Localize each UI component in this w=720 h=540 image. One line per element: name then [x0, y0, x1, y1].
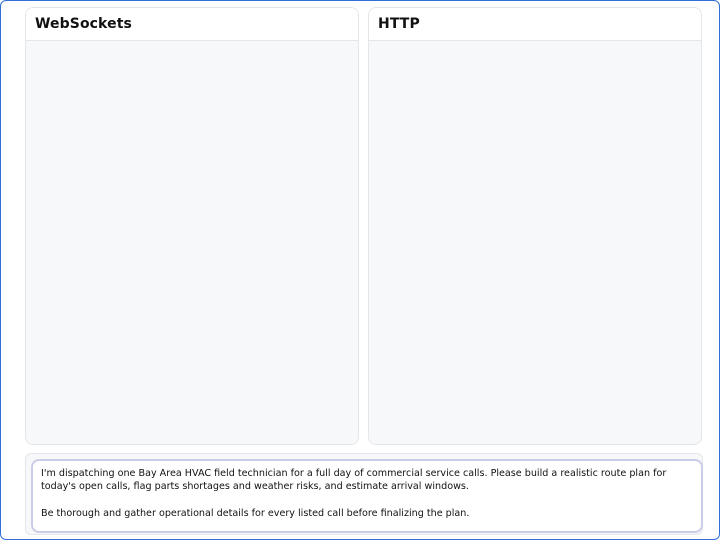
websockets-panel-header	[26, 8, 358, 41]
composer-area	[25, 453, 703, 535]
http-panel-header	[369, 8, 701, 41]
http-panel-body[interactable]	[369, 41, 701, 444]
http-panel	[368, 7, 702, 445]
websockets-panel-body[interactable]	[26, 41, 358, 444]
websockets-panel-title: WebSockets	[35, 16, 132, 32]
prompt-paragraph-1: I'm dispatching one Bay Area HVAC field technician for a full day of commercial service calls. Please build a realistic route plan for today's open calls, flag parts shortages and weather risks, and estimate arrival windows.	[41, 468, 667, 493]
prompt-input[interactable]	[31, 459, 703, 533]
http-panel-title: HTTP	[378, 16, 420, 32]
prompt-paragraph-2: Be thorough and gather operational details for every listed call before finalizing the plan.	[41, 507, 470, 519]
websockets-panel	[25, 7, 359, 445]
